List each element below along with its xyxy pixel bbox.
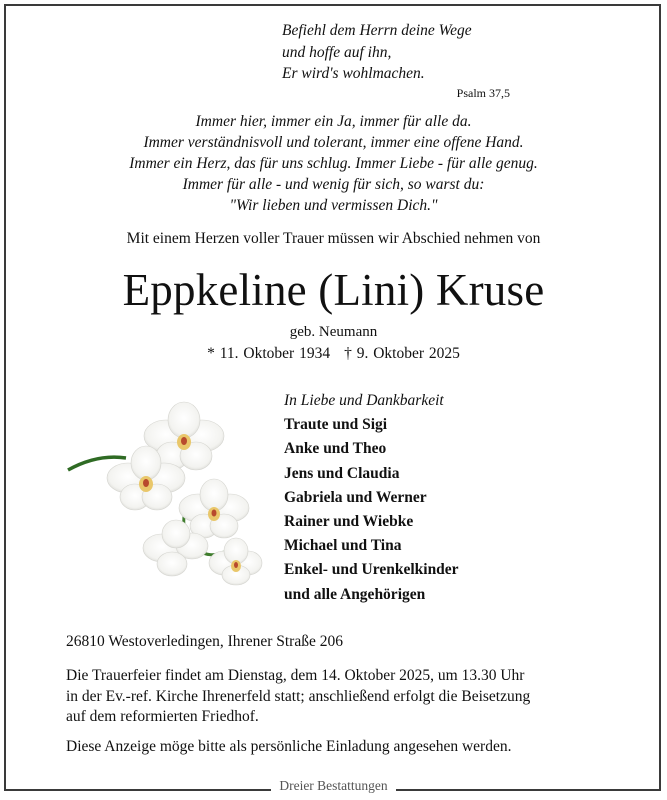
intro-text: Mit einem Herzen voller Trauer müssen wir Abschied nehmen von	[126, 230, 541, 247]
psalm-reference: Psalm 37,5	[456, 85, 510, 100]
life-dates	[0, 345, 667, 363]
mourner-name: Rainer und Wiebke	[284, 513, 414, 531]
psalm-line: Befiehl dem Herrn deine Wege	[282, 22, 472, 39]
white-orchid-icon	[66, 400, 266, 590]
mourner-name: Gabriela und Werner	[284, 488, 427, 506]
deceased-name: Eppkeline (Lini) Kruse	[122, 265, 545, 315]
footer	[0, 777, 667, 795]
mourner-name: Anke und Theo	[284, 440, 387, 458]
poem-line: Immer ein Herz, das für uns schlug. Immer Liebe - für alle genug.	[129, 155, 538, 172]
maiden-name: geb. Neumann	[289, 324, 378, 340]
poem-line: Immer verständnisvoll und tolerant, immer eine offene Hand.	[143, 134, 524, 151]
mourning-address: 26810 Westoverledingen, Ihrener Straße 206	[66, 633, 343, 650]
mourner-name: Traute und Sigi	[284, 416, 388, 434]
mourner-name: Jens und Claudia	[284, 464, 400, 482]
funeral-details	[66, 666, 626, 728]
invitation-note: Diese Anzeige möge bitte als persönliche Einladung angesehen werden.	[66, 738, 512, 755]
poem-line: Immer für alle - und wenig für sich, so warst du:	[182, 176, 485, 193]
poem-line: Immer hier, immer ein Ja, immer für alle da.	[195, 113, 472, 130]
mourners-list	[284, 389, 584, 607]
funeral-line: in der Ev.-ref. Kirche Ihrenerfeld statt; anschließend erfolgt die Beisetzung	[66, 687, 531, 705]
funeral-line: Die Trauerfeier findet am Dienstag, dem 14. Oktober 2025, um 13.30 Uhr	[66, 667, 525, 684]
mourner-name: Michael und Tina	[284, 537, 402, 555]
birth-date: * 11. Oktober 1934	[207, 345, 331, 362]
psalm-line: Er wird's wohlmachen.	[282, 65, 425, 82]
poem-line: "Wir lieben und vermissen Dich."	[229, 197, 438, 214]
psalm-quote	[282, 20, 512, 100]
mourner-name: Enkel- und Urenkelkinder	[284, 561, 459, 579]
funeral-line: auf dem reformierten Friedhof.	[66, 708, 259, 725]
mourners-heading: In Liebe und Dankbarkeit	[284, 392, 444, 409]
funeral-home-name: Dreier Bestattungen	[271, 778, 395, 794]
poem	[0, 111, 667, 216]
psalm-line: und hoffe auf ihn,	[282, 43, 392, 61]
mourner-name: und alle Angehörigen	[284, 585, 426, 603]
death-date: † 9. Oktober 2025	[344, 345, 460, 362]
